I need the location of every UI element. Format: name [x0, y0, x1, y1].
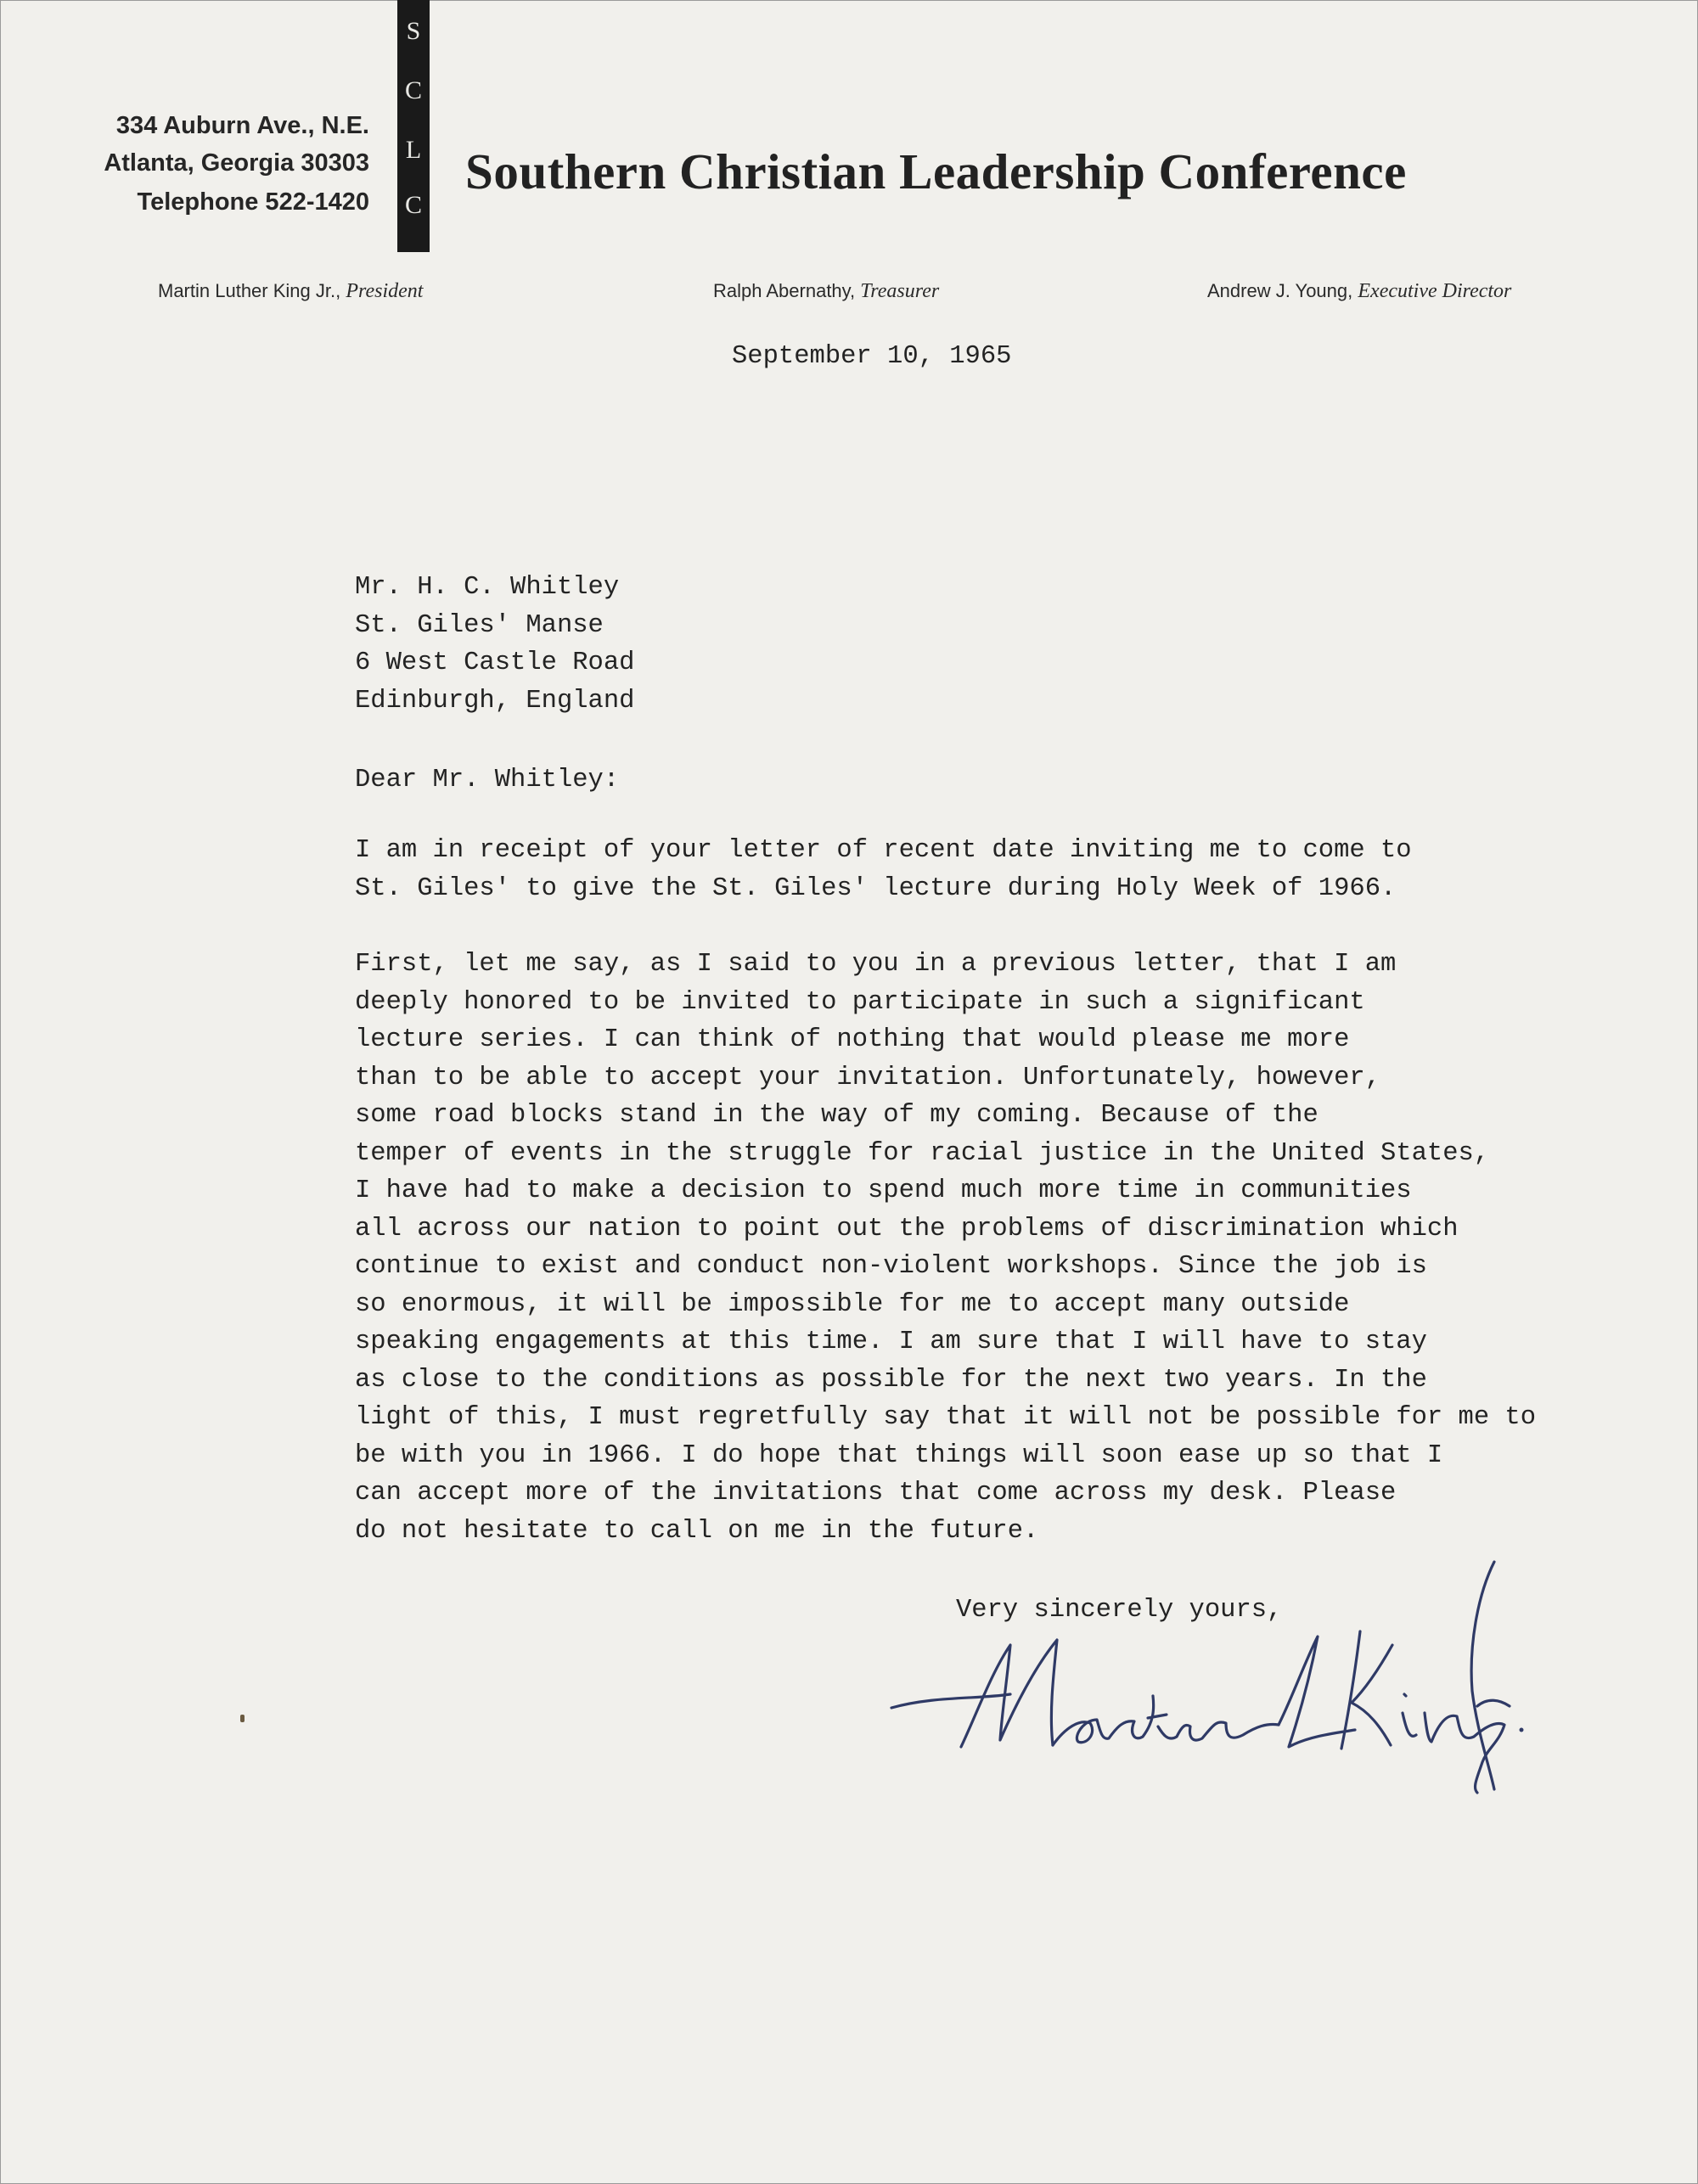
- body-line: temper of events in the struggle for racial justice in the United States,: [355, 1138, 1490, 1168]
- signature-stroke: [891, 1694, 1010, 1708]
- recipient-address: [355, 569, 634, 720]
- officer-president: [158, 280, 423, 303]
- organization-name: Southern Christian Leadership Conference: [465, 143, 1407, 199]
- signature-stroke: [1053, 1696, 1279, 1745]
- address-telephone: Telephone 522-1420: [137, 188, 369, 216]
- address-street: 334 Auburn Ave., N.E.: [115, 112, 369, 139]
- monogram-letter: S: [406, 17, 421, 45]
- body-line: some road blocks stand in the way of my coming. Because of the: [355, 1101, 1318, 1130]
- body-line: St. Giles' to give the St. Giles' lecture during Holy Week of 1966.: [355, 873, 1397, 903]
- body-line: lecture series. I can think of nothing that would please me more: [355, 1025, 1350, 1054]
- recipient-line: Mr. H. C. Whitley: [355, 573, 620, 602]
- body-line: continue to exist and conduct non-violent workshops. Since the job is: [355, 1252, 1427, 1281]
- closing: Very sincerely yours,: [956, 1596, 1283, 1625]
- body-line: I have had to make a decision to spend much more time in communities: [355, 1176, 1412, 1205]
- officer-name: Andrew J. Young,: [1207, 280, 1353, 301]
- officer-title: Treasurer: [860, 280, 940, 302]
- body-line: I am in receipt of your letter of recent date inviting me to come to: [355, 836, 1412, 865]
- sclc-monogram-bar: [397, 0, 430, 252]
- body-line: than to be able to accept your invitation. Unfortunately, however,: [355, 1063, 1380, 1092]
- address-city: Atlanta, Georgia 30303: [104, 149, 369, 177]
- officer-name: Ralph Abernathy,: [713, 280, 856, 301]
- signature-stroke: [1279, 1637, 1355, 1747]
- signature-dot: [1520, 1728, 1524, 1732]
- signature: [883, 1545, 1528, 1799]
- paper-blemish: [240, 1715, 245, 1722]
- monogram-letter: C: [404, 191, 422, 219]
- body-line: so enormous, it will be impossible for me to accept many outside: [355, 1289, 1350, 1319]
- monogram-letter: L: [405, 136, 422, 164]
- recipient-line: Edinburgh, England: [355, 686, 635, 716]
- body-line: all across our nation to point out the problems of discrimination which: [355, 1214, 1459, 1244]
- recipient-line: 6 West Castle Road: [355, 648, 635, 677]
- body-line: as close to the conditions as possible for the next two years. In the: [355, 1365, 1427, 1395]
- body-paragraph-2: [355, 946, 1536, 1550]
- letter-date: September 10, 1965: [732, 342, 1012, 371]
- body-line: can accept more of the invitations that come across my desk. Please: [355, 1479, 1397, 1507]
- officer-treasurer: [713, 280, 939, 303]
- body-line: be with you in 1966. I do hope that things will soon ease up so that I: [355, 1440, 1443, 1470]
- signature-stroke: [1341, 1631, 1504, 1793]
- officer-executive-director: [1207, 280, 1511, 303]
- salutation: Dear Mr. Whitley:: [355, 766, 620, 794]
- body-line: do not hesitate to call on me in the future.: [355, 1516, 1039, 1546]
- officer-title: President: [346, 280, 424, 302]
- body-line: deeply honored to be invited to participate in such a significant: [355, 987, 1365, 1017]
- officer-title: Executive Director: [1358, 280, 1512, 302]
- officer-name: Martin Luther King Jr.,: [158, 280, 341, 301]
- signature-stroke: [1471, 1562, 1510, 1789]
- monogram-letter: C: [404, 76, 422, 104]
- body-line: light of this, I must regretfully say that it will not be possible for me to: [355, 1403, 1537, 1432]
- body-line: First, let me say, as I said to you in a previous letter, that I am: [355, 950, 1397, 979]
- body-line: speaking engagements at this time. I am sure that I will have to stay: [355, 1328, 1427, 1356]
- recipient-line: St. Giles' Manse: [355, 610, 604, 640]
- body-paragraph-1: [355, 832, 1412, 907]
